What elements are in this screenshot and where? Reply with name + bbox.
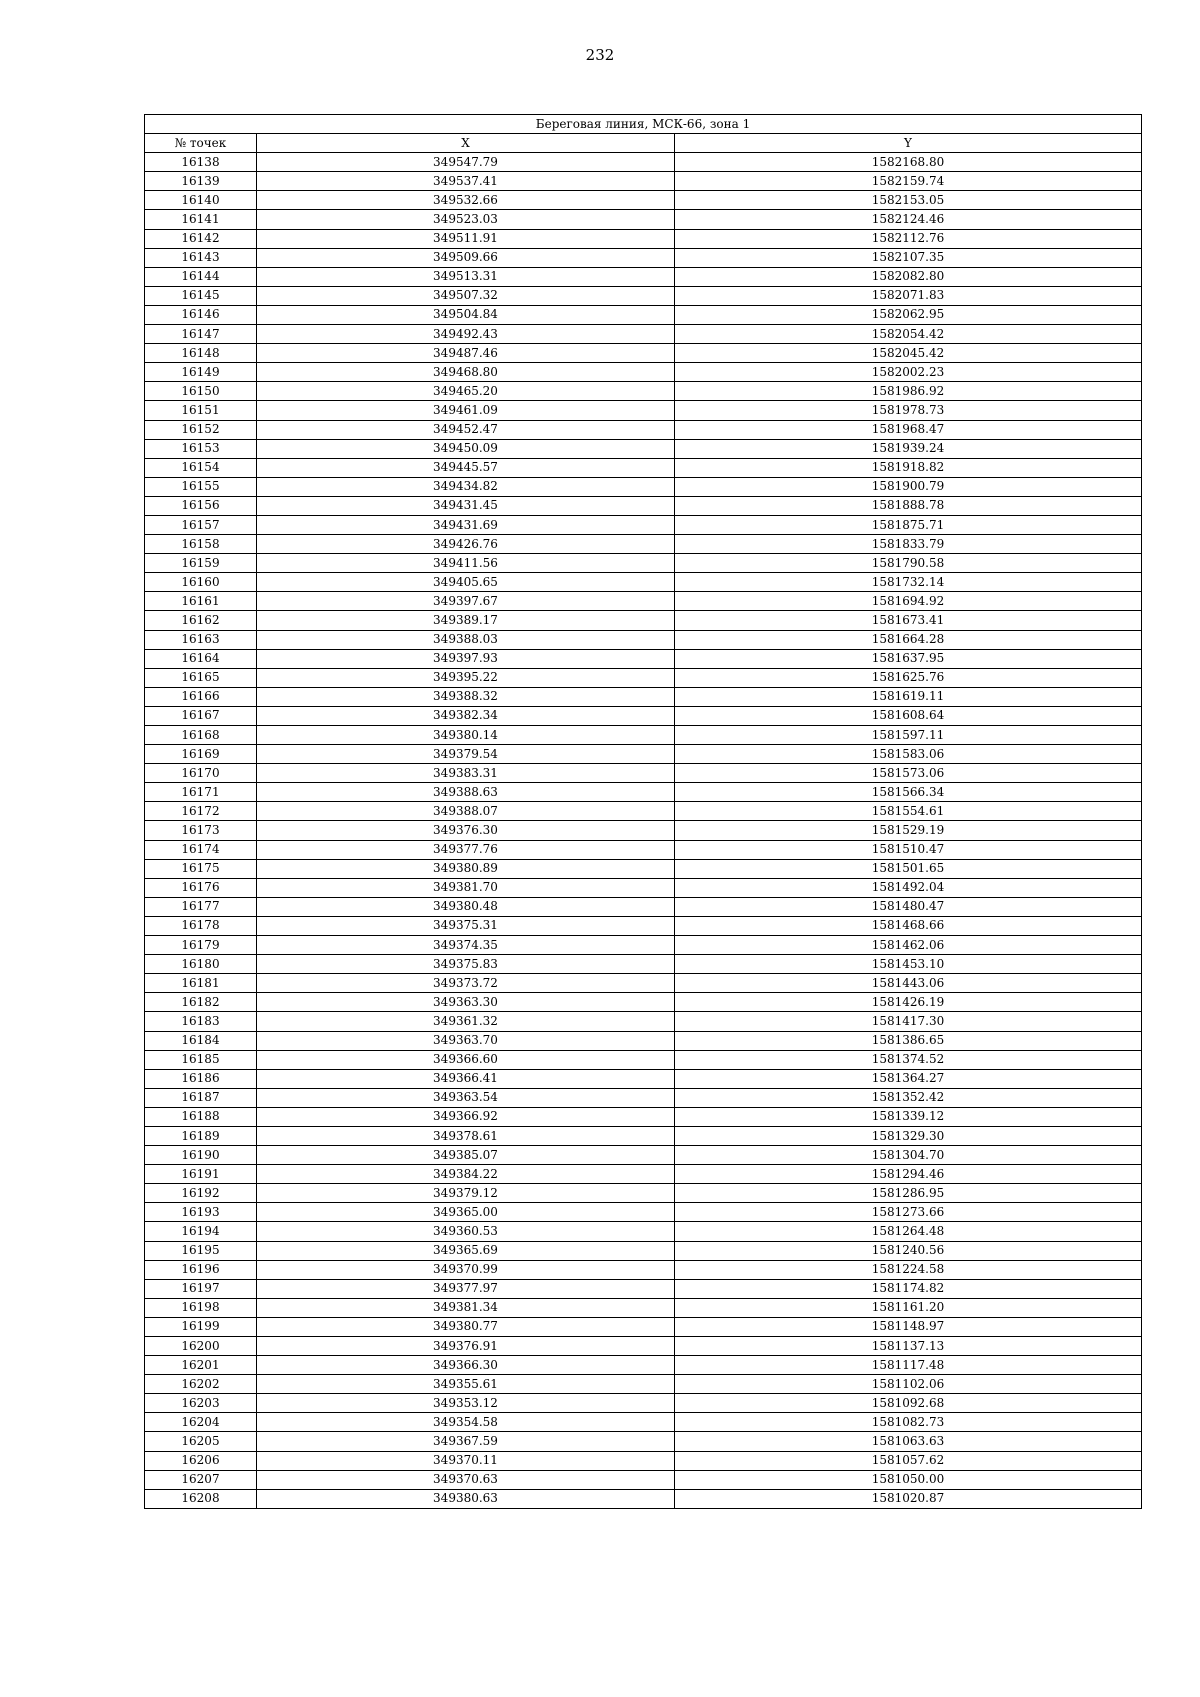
- point-number-cell: 16166: [145, 687, 257, 706]
- point-number-cell: 16203: [145, 1394, 257, 1413]
- table-row: [145, 802, 1142, 821]
- y-coordinate-cell: 1581240.56: [675, 1241, 1142, 1260]
- point-number-cell: 16176: [145, 878, 257, 897]
- x-coordinate-cell: 349384.22: [257, 1165, 675, 1184]
- table-header-row: [145, 134, 1142, 153]
- y-coordinate-cell: 1581790.58: [675, 554, 1142, 573]
- table-row: [145, 1088, 1142, 1107]
- y-coordinate-cell: 1581637.95: [675, 649, 1142, 668]
- table-row: [145, 1184, 1142, 1203]
- y-coordinate-cell: 1581174.82: [675, 1279, 1142, 1298]
- x-coordinate-cell: 349468.80: [257, 363, 675, 382]
- point-number-cell: 16190: [145, 1146, 257, 1165]
- point-number-cell: 16170: [145, 764, 257, 783]
- table-row: [145, 458, 1142, 477]
- table-row: [145, 706, 1142, 725]
- x-coordinate-cell: 349411.56: [257, 554, 675, 573]
- y-coordinate-cell: 1581900.79: [675, 477, 1142, 496]
- point-number-cell: 16186: [145, 1069, 257, 1088]
- table-row: [145, 668, 1142, 687]
- x-coordinate-cell: 349380.14: [257, 726, 675, 745]
- y-coordinate-cell: 1582002.23: [675, 363, 1142, 382]
- y-coordinate-cell: 1581374.52: [675, 1050, 1142, 1069]
- table-row: [145, 897, 1142, 916]
- x-coordinate-cell: 349366.41: [257, 1069, 675, 1088]
- table-row: [145, 1241, 1142, 1260]
- table-row: [145, 1203, 1142, 1222]
- point-number-cell: 16157: [145, 515, 257, 534]
- table-row: [145, 1069, 1142, 1088]
- table-row: [145, 1394, 1142, 1413]
- x-coordinate-cell: 349354.58: [257, 1413, 675, 1432]
- x-coordinate-cell: 349507.32: [257, 286, 675, 305]
- y-coordinate-cell: 1581673.41: [675, 611, 1142, 630]
- table-row: [145, 878, 1142, 897]
- x-coordinate-cell: 349375.31: [257, 916, 675, 935]
- x-coordinate-cell: 349363.54: [257, 1088, 675, 1107]
- y-coordinate-cell: 1581453.10: [675, 955, 1142, 974]
- y-coordinate-cell: 1581137.13: [675, 1337, 1142, 1356]
- point-number-cell: 16144: [145, 267, 257, 286]
- x-coordinate-cell: 349395.22: [257, 668, 675, 687]
- y-coordinate-cell: 1581833.79: [675, 535, 1142, 554]
- table-row: [145, 993, 1142, 1012]
- point-number-cell: 16148: [145, 344, 257, 363]
- y-coordinate-cell: 1581978.73: [675, 401, 1142, 420]
- point-number-cell: 16145: [145, 286, 257, 305]
- y-coordinate-cell: 1581566.34: [675, 783, 1142, 802]
- table-row: [145, 1432, 1142, 1451]
- x-coordinate-cell: 349366.30: [257, 1356, 675, 1375]
- point-number-cell: 16191: [145, 1165, 257, 1184]
- x-coordinate-cell: 349513.31: [257, 267, 675, 286]
- point-number-cell: 16163: [145, 630, 257, 649]
- x-coordinate-cell: 349547.79: [257, 153, 675, 172]
- x-coordinate-cell: 349389.17: [257, 611, 675, 630]
- table-row: [145, 840, 1142, 859]
- y-coordinate-cell: 1581082.73: [675, 1413, 1142, 1432]
- table-row: [145, 286, 1142, 305]
- x-coordinate-cell: 349361.32: [257, 1012, 675, 1031]
- point-number-cell: 16171: [145, 783, 257, 802]
- point-number-cell: 16206: [145, 1451, 257, 1470]
- table-row: [145, 1375, 1142, 1394]
- y-coordinate-cell: 1582124.46: [675, 210, 1142, 229]
- y-coordinate-cell: 1581161.20: [675, 1298, 1142, 1317]
- y-coordinate-cell: 1581986.92: [675, 382, 1142, 401]
- x-coordinate-cell: 349434.82: [257, 477, 675, 496]
- x-coordinate-cell: 349382.34: [257, 706, 675, 725]
- point-number-cell: 16202: [145, 1375, 257, 1394]
- x-coordinate-cell: 349370.11: [257, 1451, 675, 1470]
- table-row: [145, 1413, 1142, 1432]
- x-coordinate-cell: 349452.47: [257, 420, 675, 439]
- x-coordinate-cell: 349367.59: [257, 1432, 675, 1451]
- point-number-cell: 16199: [145, 1317, 257, 1336]
- y-coordinate-cell: 1581554.61: [675, 802, 1142, 821]
- table-row: [145, 363, 1142, 382]
- x-coordinate-cell: 349511.91: [257, 229, 675, 248]
- point-number-cell: 16195: [145, 1241, 257, 1260]
- x-coordinate-cell: 349381.70: [257, 878, 675, 897]
- y-coordinate-cell: 1582082.80: [675, 267, 1142, 286]
- point-number-cell: 16200: [145, 1337, 257, 1356]
- y-coordinate-cell: 1581304.70: [675, 1146, 1142, 1165]
- x-coordinate-cell: 349379.54: [257, 745, 675, 764]
- x-coordinate-cell: 349365.00: [257, 1203, 675, 1222]
- y-coordinate-cell: 1581057.62: [675, 1451, 1142, 1470]
- table-row: [145, 859, 1142, 878]
- y-coordinate-cell: 1581583.06: [675, 745, 1142, 764]
- column-header-x: X: [257, 134, 675, 153]
- table-row: [145, 344, 1142, 363]
- y-coordinate-cell: 1581888.78: [675, 496, 1142, 515]
- table-row: [145, 916, 1142, 935]
- y-coordinate-cell: 1581573.06: [675, 764, 1142, 783]
- table-row: [145, 477, 1142, 496]
- x-coordinate-cell: 349385.07: [257, 1146, 675, 1165]
- x-coordinate-cell: 349376.30: [257, 821, 675, 840]
- point-number-cell: 16159: [145, 554, 257, 573]
- point-number-cell: 16192: [145, 1184, 257, 1203]
- point-number-cell: 16193: [145, 1203, 257, 1222]
- y-coordinate-cell: 1581426.19: [675, 993, 1142, 1012]
- x-coordinate-cell: 349397.67: [257, 592, 675, 611]
- table-row: [145, 974, 1142, 993]
- y-coordinate-cell: 1581264.48: [675, 1222, 1142, 1241]
- y-coordinate-cell: 1581480.47: [675, 897, 1142, 916]
- y-coordinate-cell: 1582045.42: [675, 344, 1142, 363]
- table-row: [145, 401, 1142, 420]
- y-coordinate-cell: 1581664.28: [675, 630, 1142, 649]
- point-number-cell: 16182: [145, 993, 257, 1012]
- point-number-cell: 16181: [145, 974, 257, 993]
- point-number-cell: 16138: [145, 153, 257, 172]
- table-row: [145, 936, 1142, 955]
- y-coordinate-cell: 1581468.66: [675, 916, 1142, 935]
- table-row: [145, 267, 1142, 286]
- table-row: [145, 764, 1142, 783]
- point-number-cell: 16169: [145, 745, 257, 764]
- y-coordinate-cell: 1582054.42: [675, 325, 1142, 344]
- point-number-cell: 16174: [145, 840, 257, 859]
- x-coordinate-cell: 349370.99: [257, 1260, 675, 1279]
- y-coordinate-cell: 1581063.63: [675, 1432, 1142, 1451]
- x-coordinate-cell: 349366.92: [257, 1107, 675, 1126]
- x-coordinate-cell: 349504.84: [257, 305, 675, 324]
- table-row: [145, 1222, 1142, 1241]
- point-number-cell: 16185: [145, 1050, 257, 1069]
- x-coordinate-cell: 349366.60: [257, 1050, 675, 1069]
- table-row: [145, 1165, 1142, 1184]
- table-row: [145, 573, 1142, 592]
- table-row: [145, 420, 1142, 439]
- table-row: [145, 554, 1142, 573]
- y-coordinate-cell: 1581020.87: [675, 1489, 1142, 1508]
- point-number-cell: 16152: [145, 420, 257, 439]
- point-number-cell: 16147: [145, 325, 257, 344]
- table-row: [145, 1012, 1142, 1031]
- x-coordinate-cell: 349374.35: [257, 936, 675, 955]
- table-row: [145, 496, 1142, 515]
- point-number-cell: 16194: [145, 1222, 257, 1241]
- point-number-cell: 16201: [145, 1356, 257, 1375]
- point-number-cell: 16207: [145, 1470, 257, 1489]
- table-row: [145, 382, 1142, 401]
- x-coordinate-cell: 349380.63: [257, 1489, 675, 1508]
- y-coordinate-cell: 1581597.11: [675, 726, 1142, 745]
- x-coordinate-cell: 349376.91: [257, 1337, 675, 1356]
- y-coordinate-cell: 1581294.46: [675, 1165, 1142, 1184]
- point-number-cell: 16158: [145, 535, 257, 554]
- table-row: [145, 1451, 1142, 1470]
- y-coordinate-cell: 1581117.48: [675, 1356, 1142, 1375]
- point-number-cell: 16180: [145, 955, 257, 974]
- point-number-cell: 16178: [145, 916, 257, 935]
- x-coordinate-cell: 349380.77: [257, 1317, 675, 1336]
- point-number-cell: 16187: [145, 1088, 257, 1107]
- x-coordinate-cell: 349523.03: [257, 210, 675, 229]
- point-number-cell: 16198: [145, 1298, 257, 1317]
- y-coordinate-cell: 1581102.06: [675, 1375, 1142, 1394]
- table-row: [145, 1279, 1142, 1298]
- table-row: [145, 726, 1142, 745]
- x-coordinate-cell: 349355.61: [257, 1375, 675, 1394]
- x-coordinate-cell: 349373.72: [257, 974, 675, 993]
- table-row: [145, 1031, 1142, 1050]
- table-row: [145, 745, 1142, 764]
- table-row: [145, 1317, 1142, 1336]
- x-coordinate-cell: 349388.03: [257, 630, 675, 649]
- table-row: [145, 191, 1142, 210]
- x-coordinate-cell: 349375.83: [257, 955, 675, 974]
- table-row: [145, 1050, 1142, 1069]
- y-coordinate-cell: 1581273.66: [675, 1203, 1142, 1222]
- point-number-cell: 16177: [145, 897, 257, 916]
- x-coordinate-cell: 349383.31: [257, 764, 675, 783]
- point-number-cell: 16173: [145, 821, 257, 840]
- point-number-cell: 16153: [145, 439, 257, 458]
- y-coordinate-cell: 1581608.64: [675, 706, 1142, 725]
- table-row: [145, 1470, 1142, 1489]
- point-number-cell: 16172: [145, 802, 257, 821]
- x-coordinate-cell: 349380.89: [257, 859, 675, 878]
- y-coordinate-cell: 1581443.06: [675, 974, 1142, 993]
- y-coordinate-cell: 1581625.76: [675, 668, 1142, 687]
- x-coordinate-cell: 349388.63: [257, 783, 675, 802]
- point-number-cell: 16141: [145, 210, 257, 229]
- x-coordinate-cell: 349381.34: [257, 1298, 675, 1317]
- x-coordinate-cell: 349465.20: [257, 382, 675, 401]
- x-coordinate-cell: 349388.07: [257, 802, 675, 821]
- x-coordinate-cell: 349380.48: [257, 897, 675, 916]
- table-row: [145, 783, 1142, 802]
- y-coordinate-cell: 1581501.65: [675, 859, 1142, 878]
- y-coordinate-cell: 1581364.27: [675, 1069, 1142, 1088]
- point-number-cell: 16142: [145, 229, 257, 248]
- point-number-cell: 16150: [145, 382, 257, 401]
- x-coordinate-cell: 349388.32: [257, 687, 675, 706]
- y-coordinate-cell: 1582107.35: [675, 248, 1142, 267]
- x-coordinate-cell: 349378.61: [257, 1126, 675, 1145]
- x-coordinate-cell: 349363.70: [257, 1031, 675, 1050]
- coordinates-table: [144, 114, 1142, 1509]
- point-number-cell: 16140: [145, 191, 257, 210]
- y-coordinate-cell: 1581462.06: [675, 936, 1142, 955]
- column-header-y: Y: [675, 134, 1142, 153]
- point-number-cell: 16196: [145, 1260, 257, 1279]
- x-coordinate-cell: 349377.97: [257, 1279, 675, 1298]
- table-row: [145, 210, 1142, 229]
- point-number-cell: 16167: [145, 706, 257, 725]
- table-row: [145, 1126, 1142, 1145]
- x-coordinate-cell: 349445.57: [257, 458, 675, 477]
- x-coordinate-cell: 349431.69: [257, 515, 675, 534]
- point-number-cell: 16149: [145, 363, 257, 382]
- table-row: [145, 153, 1142, 172]
- table-row: [145, 687, 1142, 706]
- point-number-cell: 16168: [145, 726, 257, 745]
- point-number-cell: 16189: [145, 1126, 257, 1145]
- point-number-cell: 16146: [145, 305, 257, 324]
- point-number-cell: 16184: [145, 1031, 257, 1050]
- point-number-cell: 16154: [145, 458, 257, 477]
- y-coordinate-cell: 1582168.80: [675, 153, 1142, 172]
- point-number-cell: 16156: [145, 496, 257, 515]
- x-coordinate-cell: 349397.93: [257, 649, 675, 668]
- y-coordinate-cell: 1581619.11: [675, 687, 1142, 706]
- x-coordinate-cell: 349379.12: [257, 1184, 675, 1203]
- table-row: [145, 1489, 1142, 1508]
- table-row: [145, 535, 1142, 554]
- point-number-cell: 16165: [145, 668, 257, 687]
- table-row: [145, 955, 1142, 974]
- table-row: [145, 611, 1142, 630]
- table-row: [145, 630, 1142, 649]
- point-number-cell: 16151: [145, 401, 257, 420]
- y-coordinate-cell: 1581492.04: [675, 878, 1142, 897]
- y-coordinate-cell: 1581224.58: [675, 1260, 1142, 1279]
- point-number-cell: 16175: [145, 859, 257, 878]
- table-row: [145, 592, 1142, 611]
- point-number-cell: 16164: [145, 649, 257, 668]
- y-coordinate-cell: 1581968.47: [675, 420, 1142, 439]
- point-number-cell: 16162: [145, 611, 257, 630]
- x-coordinate-cell: 349487.46: [257, 344, 675, 363]
- x-coordinate-cell: 349537.41: [257, 172, 675, 191]
- table-title: Береговая линия, МСК-66, зона 1: [145, 115, 1142, 134]
- x-coordinate-cell: 349450.09: [257, 439, 675, 458]
- x-coordinate-cell: 349405.65: [257, 573, 675, 592]
- table-row: [145, 1146, 1142, 1165]
- x-coordinate-cell: 349461.09: [257, 401, 675, 420]
- y-coordinate-cell: 1581732.14: [675, 573, 1142, 592]
- table-row: [145, 1107, 1142, 1126]
- table-row: [145, 1356, 1142, 1375]
- point-number-cell: 16160: [145, 573, 257, 592]
- column-header-point-number: № точек: [145, 134, 257, 153]
- y-coordinate-cell: 1581510.47: [675, 840, 1142, 859]
- x-coordinate-cell: 349426.76: [257, 535, 675, 554]
- table-body: [145, 153, 1142, 1509]
- y-coordinate-cell: 1581529.19: [675, 821, 1142, 840]
- point-number-cell: 16204: [145, 1413, 257, 1432]
- point-number-cell: 16197: [145, 1279, 257, 1298]
- point-number-cell: 16188: [145, 1107, 257, 1126]
- y-coordinate-cell: 1581286.95: [675, 1184, 1142, 1203]
- x-coordinate-cell: 349363.30: [257, 993, 675, 1012]
- y-coordinate-cell: 1581050.00: [675, 1470, 1142, 1489]
- x-coordinate-cell: 349509.66: [257, 248, 675, 267]
- point-number-cell: 16205: [145, 1432, 257, 1451]
- table-row: [145, 1298, 1142, 1317]
- y-coordinate-cell: 1581939.24: [675, 439, 1142, 458]
- y-coordinate-cell: 1581918.82: [675, 458, 1142, 477]
- x-coordinate-cell: 349353.12: [257, 1394, 675, 1413]
- x-coordinate-cell: 349370.63: [257, 1470, 675, 1489]
- table-row: [145, 229, 1142, 248]
- x-coordinate-cell: 349377.76: [257, 840, 675, 859]
- y-coordinate-cell: 1582153.05: [675, 191, 1142, 210]
- x-coordinate-cell: 349492.43: [257, 325, 675, 344]
- table-row: [145, 172, 1142, 191]
- table-row: [145, 248, 1142, 267]
- y-coordinate-cell: 1581329.30: [675, 1126, 1142, 1145]
- y-coordinate-cell: 1582071.83: [675, 286, 1142, 305]
- point-number-cell: 16179: [145, 936, 257, 955]
- y-coordinate-cell: 1582062.95: [675, 305, 1142, 324]
- point-number-cell: 16183: [145, 1012, 257, 1031]
- y-coordinate-cell: 1581092.68: [675, 1394, 1142, 1413]
- point-number-cell: 16155: [145, 477, 257, 496]
- y-coordinate-cell: 1582112.76: [675, 229, 1142, 248]
- y-coordinate-cell: 1581875.71: [675, 515, 1142, 534]
- table-row: [145, 1337, 1142, 1356]
- y-coordinate-cell: 1581417.30: [675, 1012, 1142, 1031]
- point-number-cell: 16139: [145, 172, 257, 191]
- x-coordinate-cell: 349365.69: [257, 1241, 675, 1260]
- y-coordinate-cell: 1581339.12: [675, 1107, 1142, 1126]
- table-title-row: [145, 115, 1142, 134]
- y-coordinate-cell: 1581386.65: [675, 1031, 1142, 1050]
- point-number-cell: 16161: [145, 592, 257, 611]
- point-number-cell: 16208: [145, 1489, 257, 1508]
- table-row: [145, 325, 1142, 344]
- table-row: [145, 515, 1142, 534]
- table-row: [145, 1260, 1142, 1279]
- y-coordinate-cell: 1581694.92: [675, 592, 1142, 611]
- x-coordinate-cell: 349532.66: [257, 191, 675, 210]
- table-row: [145, 821, 1142, 840]
- x-coordinate-cell: 349431.45: [257, 496, 675, 515]
- x-coordinate-cell: 349360.53: [257, 1222, 675, 1241]
- table-row: [145, 305, 1142, 324]
- y-coordinate-cell: 1581148.97: [675, 1317, 1142, 1336]
- y-coordinate-cell: 1581352.42: [675, 1088, 1142, 1107]
- table-row: [145, 649, 1142, 668]
- page-number: 232: [585, 46, 615, 64]
- table-row: [145, 439, 1142, 458]
- y-coordinate-cell: 1582159.74: [675, 172, 1142, 191]
- point-number-cell: 16143: [145, 248, 257, 267]
